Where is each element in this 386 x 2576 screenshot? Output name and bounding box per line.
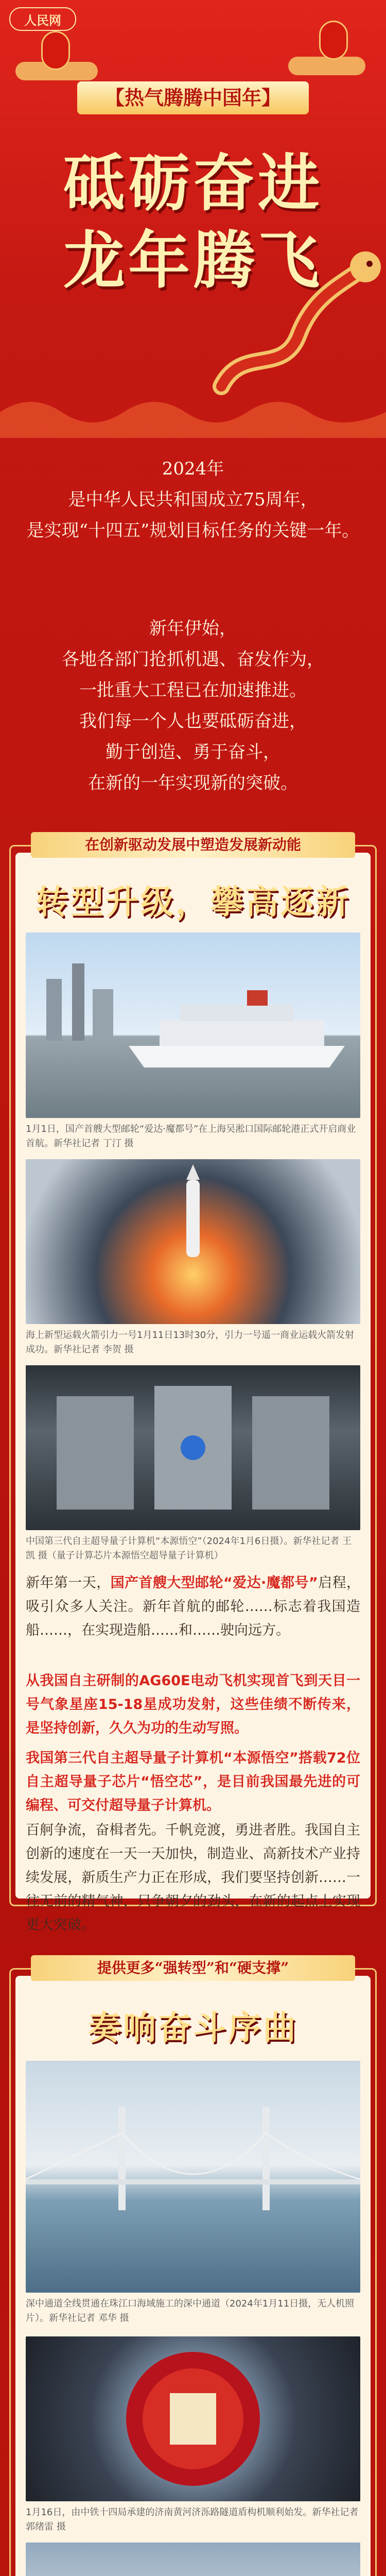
photo-rocket-launch: [26, 1159, 360, 1324]
cruise-ship-icon: [26, 933, 360, 1118]
lantern-icon: [41, 31, 70, 70]
section1-banner: 在创新驱动发展中塑造发展新动能: [31, 832, 355, 858]
photo-tunnel-machine: [26, 2336, 360, 2501]
wave-decoration: [0, 392, 386, 438]
main-title-line2: 龙年腾飞: [63, 224, 323, 297]
intro-line: 在新的一年实现新的突破。: [88, 773, 298, 793]
intro-line: 一批重大工程已在加速推进。: [79, 680, 307, 701]
section1-title: 转型升级，攀高逐新: [36, 883, 350, 922]
construction-site-icon: [26, 2543, 360, 2576]
hero: [0, 0, 386, 587]
rocket-icon: [26, 1159, 360, 1324]
photo-caption: 1月16日，由中铁十四局承建的济南黄河济泺路隧道盾构机顺利始发。新华社记者 郭绪雷 摄: [26, 2507, 359, 2532]
photo-construction-site: [26, 2543, 360, 2576]
logo: 人民网: [9, 7, 76, 31]
text: 新年第一天，: [26, 1575, 111, 1591]
text: 启程，吸引众多人关注。新年首航的邮轮……标志着我国造船……，在实现造船……和……驶向远方。: [26, 1575, 360, 1638]
tagline: 【热气腾腾中国年】: [77, 81, 309, 114]
intro-line: 是中华人民共和国成立75周年，: [68, 489, 318, 510]
photo-quantum-computer: [26, 1365, 360, 1530]
cloud-decoration: [288, 57, 365, 75]
intro-paragraph-1: [0, 453, 386, 546]
highlight-text: 从我国自主研制的AG60E电动飞机实现首飞到天目一号气象星座15-18星成功发射，这些佳绩不断传来，是坚持创新，久久为功的生动写照。: [26, 1673, 360, 1736]
photo-caption: 1月1日，国产首艘大型邮轮“爱达·魔都号”在上海吴淞口国际邮轮港正式开启商业首航。新华社记者 丁汀 摄: [26, 1124, 356, 1149]
lantern-icon: [319, 21, 348, 60]
section2-title: 奏响奋斗序曲: [88, 2009, 298, 2047]
quantum-computer-icon: [26, 1365, 360, 1530]
intro-line: 2024年: [162, 459, 224, 479]
photo-caption: 海上新型运载火箭引力一号1月11日13时30分，引力一号遥一商业运载火箭发射成功。新华社记者 李贺 摄: [26, 1330, 355, 1355]
bridge-icon: [26, 2061, 360, 2293]
photo-caption: 中国第三代自主超导量子计算机“本源悟空”（2024年1月6日摄）。新华社记者 王凯 摄（量子计算芯片本源悟空超导量子计算机）: [26, 1536, 352, 1561]
section1-paragraph-3: [26, 1747, 360, 1818]
highlight-text: 我国第三代自主超导量子计算机“本源悟空”搭载72位自主超导量子芯片“悟空芯”，是目前我国最先进的可编程、可交付超导量子计算机。: [26, 1750, 361, 1814]
intro-line: 是实现“十四五”规划目标任务的关键一年。: [26, 520, 360, 541]
main-title-line1: 砥砺奋进: [63, 147, 323, 219]
text: 百舸争流，奋楫者先。千帆竞渡，勇进者胜。我国自主创新的速度在一天一天加快，制造业、高新技术产业持续发展，新质生产力正在形成，我们要坚持创新……一往无前的精气神，只争朝夕的劲头，在新的起点上实现更大突破。: [26, 1822, 360, 1933]
intro-line: 各地各部门抢抓机遇、奋发作为，: [62, 649, 324, 670]
intro-line: 勤于创造、勇于奋斗，: [106, 742, 280, 762]
section1-paragraph-2: [26, 1669, 360, 1740]
tunnel-boring-machine-icon: [26, 2336, 360, 2501]
dragon-icon: [211, 242, 381, 412]
section1-paragraph-4: [26, 1819, 360, 1937]
intro-paragraph-2: [0, 613, 386, 799]
photo-caption: 深中通道全线贯通在珠江口海域施工的深中通道（2024年1月11日摄，无人机照片）。新华社记者 邓华 摄: [26, 2298, 355, 2324]
intro-line: 我们每一个人也要砥砺奋进，: [79, 711, 307, 732]
photo-bridge: [26, 2061, 360, 2293]
highlight-text: 国产首艘大型邮轮“爱达·魔都号”: [110, 1575, 318, 1591]
intro-line: 新年伊始，: [149, 618, 237, 639]
section2-banner: 提供更多“强转型”和“硬支撑”: [31, 1955, 355, 1981]
photo-cruise-ship: [26, 933, 360, 1118]
section1-paragraph-1: [26, 1571, 360, 1642]
